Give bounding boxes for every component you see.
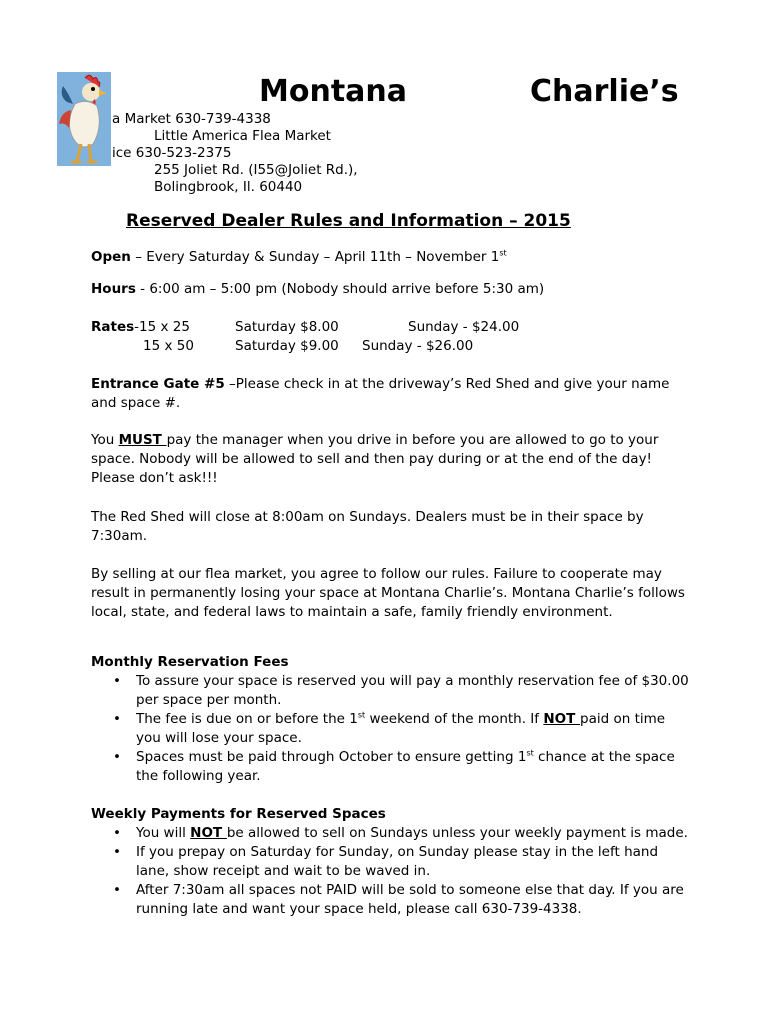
entrance-paragraph: [91, 375, 691, 413]
list-item: [91, 748, 691, 786]
header-market-phone: a Market 630-739-4338: [112, 111, 271, 127]
monthly-item-2-mid: weekend of the month. If: [365, 711, 544, 727]
entrance-text: –Please check in at the driveway’s Red Shed and give your name and space #.: [91, 376, 670, 411]
monthly-item-2-post: paid on time you will lose your space.: [136, 711, 666, 746]
monthly-item-3-post: chance at the space the following year.: [136, 749, 675, 784]
title-montana: Montana: [259, 74, 408, 109]
rate-sunday-2: Sunday - $26.00: [362, 338, 474, 354]
weekly-list: [91, 824, 691, 919]
weekly-item-2: If you prepay on Saturday for Sunday, on Sunday please stay in the left hand lane, show receipt and wait to be waved in.: [136, 844, 659, 879]
header-office-phone: ice 630-523-2375: [112, 145, 232, 161]
must-pre: You: [91, 432, 119, 448]
weekly-item-1-emph: NOT: [190, 825, 227, 841]
rate-saturday-2: Saturday $9.00: [235, 338, 339, 354]
agreement-paragraph: By selling at our flea market, you agree to follow our rules. Failure to cooperate may result in permanently losing your space at Montana Charlie’s. Montana Charlie’s follows local, state, and federal laws to maintain a safe, family friendly environment.: [91, 566, 685, 620]
open-label: Open: [91, 249, 131, 265]
monthly-item-3-sup: st: [526, 748, 534, 758]
header-address: 255 Joliet Rd. (I55@Joliet Rd.),: [154, 162, 358, 178]
hours-text: - 6:00 am – 5:00 pm (Nobody should arrive before 5:30 am): [135, 281, 545, 297]
monthly-item-3-pre: Spaces must be paid through October to ensure getting 1: [136, 749, 527, 765]
bullet: •: [113, 882, 121, 898]
open-sup: st: [499, 248, 507, 258]
list-item: [91, 843, 691, 881]
monthly-item-1: To assure your space is reserved you will pay a monthly reservation fee of $30.00 per space per month.: [136, 673, 689, 708]
list-item: [91, 881, 691, 919]
bullet: •: [113, 749, 121, 765]
monthly-list: [91, 672, 691, 786]
weekly-item-1-post: be allowed to sell on Sundays unless your weekly payment is made.: [226, 825, 688, 841]
weekly-item-3: After 7:30am all spaces not PAID will be sold to someone else that day. If you are running late and want your space held, please call 630-739-4338.: [136, 882, 684, 917]
monthly-item-2-pre: The fee is due on or before the 1: [136, 711, 358, 727]
title-charlies: Charlie’s: [530, 74, 679, 109]
entrance-label: Entrance Gate #5: [91, 376, 225, 392]
hours-line: [91, 280, 544, 299]
bullet: •: [113, 825, 121, 841]
must-post: pay the manager when you drive in before you are allowed to go to your space. Nobody will be allowed to sell and then pay during or at the end of the day! Please don’t ask!!!: [91, 432, 659, 486]
rate-size-1: -15 x 25: [134, 319, 190, 335]
list-item: [91, 710, 691, 748]
rate-saturday-1: Saturday $8.00: [235, 319, 339, 335]
page-heading: Reserved Dealer Rules and Information – 2015: [126, 211, 571, 231]
hours-label: Hours: [91, 281, 136, 297]
weekly-heading: Weekly Payments for Reserved Spaces: [91, 806, 386, 822]
list-item: [91, 824, 691, 843]
open-text: – Every Saturday & Sunday – April 11th – November 1: [130, 249, 500, 265]
rates-label-text: Rates: [91, 319, 135, 335]
bullet: •: [113, 711, 121, 727]
open-line: [91, 248, 507, 267]
monthly-item-2-sup: st: [357, 710, 366, 720]
header-market-name: Little America Flea Market: [154, 128, 331, 144]
bullet: •: [113, 844, 121, 860]
red-shed-paragraph: The Red Shed will close at 8:00am on Sundays. Dealers must be in their space by 7:30am.: [91, 509, 644, 544]
monthly-item-2-emph: NOT: [543, 711, 581, 727]
list-item: [91, 672, 691, 710]
monthly-heading: Monthly Reservation Fees: [91, 654, 289, 670]
header-city: Bolingbrook, Il. 60440: [154, 179, 303, 195]
bullet: •: [113, 673, 121, 689]
rooster-logo: [57, 72, 111, 166]
must-emph: MUST: [118, 432, 167, 448]
must-pay-paragraph: [91, 431, 691, 488]
rates-label: [91, 318, 190, 337]
rate-sunday-1: Sunday - $24.00: [408, 319, 520, 335]
weekly-item-1-pre: You will: [136, 825, 191, 841]
rate-size-2: 15 x 50: [143, 338, 194, 354]
